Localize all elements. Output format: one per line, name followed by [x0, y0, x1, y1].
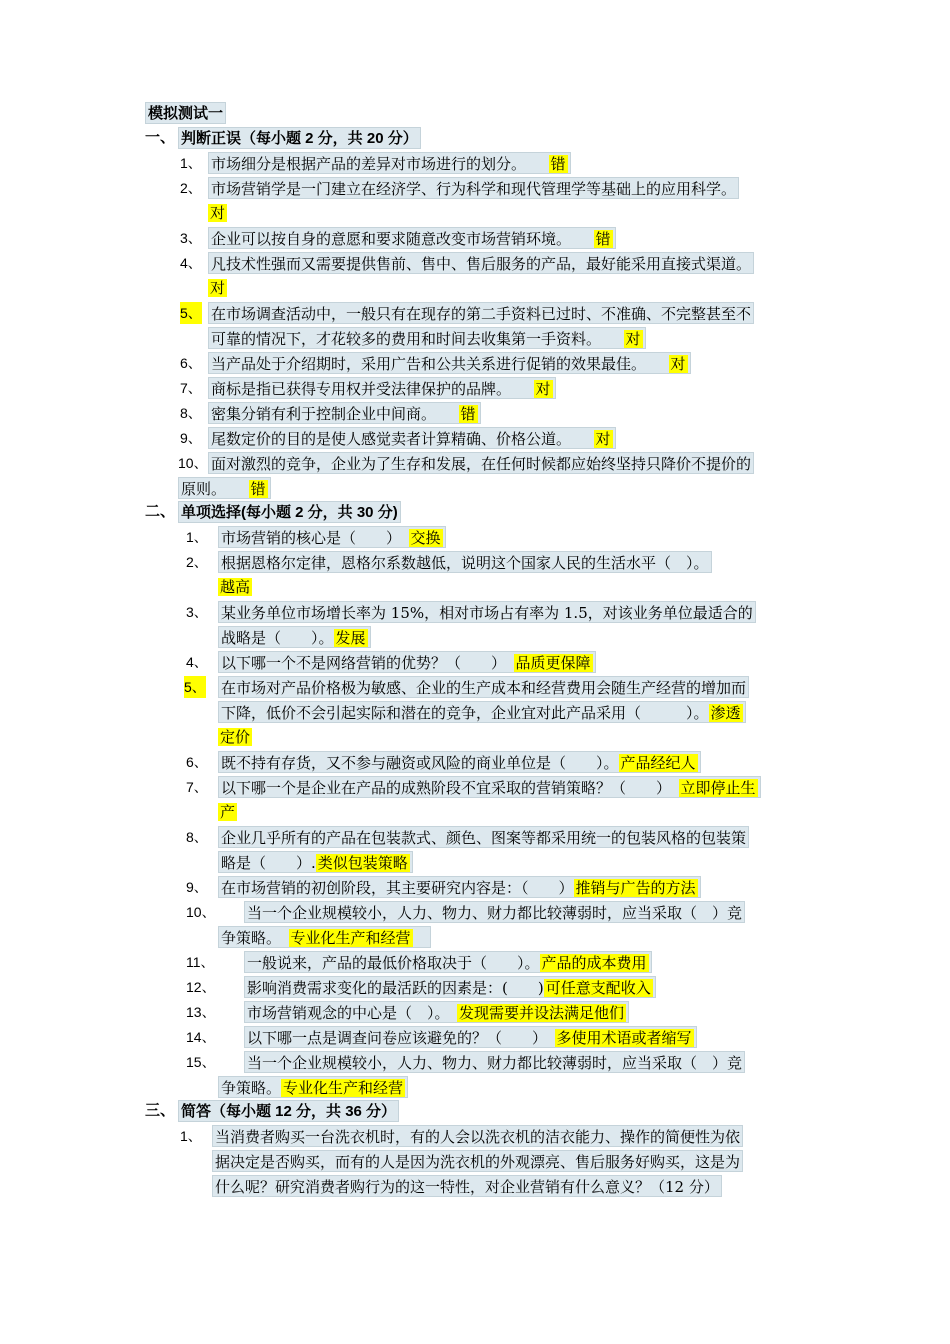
q1-10-answer: 错	[250, 480, 266, 498]
q2-6-text: 既不持有存货，又不参与融资或风险的商业单位是（ ）。 产品经纪人	[218, 751, 701, 773]
q1-5-number: 5、	[180, 302, 202, 324]
q2-10-answer: 专业化生产和经营	[290, 929, 411, 947]
q3-1-text-line3: 什么呢？研究消费者购行为的这一特性，对企业营销有什么意义？（12 分）	[212, 1175, 722, 1197]
q2-14-answer: 多使用术语或者缩写	[556, 1029, 692, 1047]
q2-4-number: 4、	[186, 654, 208, 670]
q3-1-text-line2: 据决定是否购买，而有的人是因为洗衣机的外观漂亮、售后服务好购买，这是为	[212, 1150, 743, 1172]
q1-7-answer: 对	[535, 380, 551, 398]
q2-7-text: 以下哪一个是企业在产品的成熟阶段不宜采取的营销策略？（ ） 立即停止生	[218, 776, 761, 798]
q1-7-number: 7、	[180, 380, 202, 396]
q2-3-text-line2: 战略是（ ）。 发展	[218, 626, 371, 648]
q2-15-answer: 专业化生产和经营	[283, 1079, 404, 1097]
q2-12-number: 12、	[186, 979, 216, 995]
q1-6-text: 当产品处于介绍期时，采用广告和公共关系进行促销的效果最佳。 对	[208, 352, 691, 374]
q2-10-number: 10、	[186, 904, 216, 920]
q2-3-text-line1: 某业务单位市场增长率为 15%，相对市场占有率为 1.5，对该业务单位最适合的	[218, 601, 756, 623]
q1-5-text-line1: 在市场调查活动中，一般只有在现存的第二手资料已过时、不准确、不完整甚至不	[208, 302, 754, 324]
q2-2-answer: 越高	[220, 578, 251, 596]
q2-15-text-line2: 争策略。 专业化生产和经营	[218, 1076, 408, 1098]
q2-5-text-line2: 下降，低价不会引起实际和潜在的竞争，企业宜对此产品采用（ ）。 渗透	[218, 701, 746, 723]
q1-5-answer: 对	[625, 330, 641, 348]
q2-1-answer: 交换	[410, 529, 441, 547]
q2-13-number: 13、	[186, 1004, 216, 1020]
q1-1-text: 市场细分是根据产品的差异对市场进行的划分。 错	[208, 152, 571, 174]
q1-8-answer: 错	[460, 405, 476, 423]
q2-14-number: 14、	[186, 1029, 216, 1045]
q2-9-text: 在市场营销的初创阶段，其主要研究内容是：（ ） 推销与广告的方法	[218, 876, 701, 898]
q2-2-number: 2、	[186, 554, 208, 570]
q1-8-text: 密集分销有利于控制企业中间商。 错	[208, 402, 481, 424]
q2-8-answer: 类似包装策略	[317, 854, 408, 872]
q2-10-text-line1: 当一个企业规模较小，人力、物力、财力都比较薄弱时，应当采取（ ）竞	[244, 901, 745, 923]
q1-10-text-line1: 面对激烈的竞争，企业为了生存和发展，在任何时候都应始终坚持只降价不提价的	[208, 452, 754, 474]
q2-8-number: 8、	[186, 829, 208, 845]
q1-6-number: 6、	[180, 355, 202, 371]
q1-6-answer: 对	[670, 355, 686, 373]
q2-15-text-line1: 当一个企业规模较小，人力、物力、财力都比较薄弱时，应当采取（ ）竞	[244, 1051, 745, 1073]
q2-14-text: 以下哪一点是调查问卷应该避免的？（ ） 多使用术语或者缩写	[244, 1026, 697, 1048]
q1-10-number: 10、	[178, 455, 208, 471]
section-3-number: 三、	[145, 1102, 176, 1119]
q2-8-text-line1: 企业几乎所有的产品在包装款式、颜色、图案等都采用统一的包装风格的包装策	[218, 826, 749, 848]
q1-3-number: 3、	[180, 230, 202, 246]
q1-4-number: 4、	[180, 255, 202, 271]
q1-2-text: 市场营销学是一门建立在经济学、行为科学和现代管理学等基础上的应用科学。	[208, 177, 739, 199]
section-1-number: 一、	[145, 129, 176, 146]
q1-4-answer: 对	[210, 279, 226, 297]
q1-9-answer: 对	[595, 430, 611, 448]
q2-6-number: 6、	[186, 754, 208, 770]
q2-5-answer-part2: 定价	[220, 728, 251, 746]
q1-3-answer: 错	[595, 230, 611, 248]
q1-1-number: 1、	[180, 155, 202, 171]
q2-7-number: 7、	[186, 779, 208, 795]
q2-13-answer: 发现需要并设法满足他们	[459, 1004, 625, 1022]
q2-1-text: 市场营销的核心是（ ） 交换	[218, 526, 446, 548]
q1-9-number: 9、	[180, 430, 202, 446]
q2-10-text-line2: 争策略。 专业化生产和经营	[218, 926, 431, 948]
q2-13-text: 市场营销观念的中心是（ ）。 发现需要并设法满足他们	[244, 1001, 629, 1023]
q2-7-answer-part2: 产	[220, 803, 236, 821]
q2-7-answer-part1: 立即停止生	[680, 779, 756, 797]
q3-1-text-line1: 当消费者购买一台洗衣机时，有的人会以洗衣机的洁衣能力、操作的简便性为依	[212, 1125, 743, 1147]
q2-11-answer: 产品的成本费用	[541, 954, 647, 972]
q2-11-text: 一般说来，产品的最低价格取决于（ ）。 产品的成本费用	[244, 951, 652, 973]
q1-2-answer: 对	[210, 204, 226, 222]
q2-5-answer-part1: 渗透	[710, 704, 741, 722]
q2-9-number: 9、	[186, 879, 208, 895]
q2-3-answer: 发展	[335, 629, 366, 647]
q2-3-number: 3、	[186, 604, 208, 620]
q2-11-number: 11、	[186, 954, 215, 970]
q2-4-answer: 品质更保障	[515, 654, 591, 672]
q1-2-number: 2、	[180, 180, 202, 196]
section-3-heading: 简答（每小题 12 分，共 36 分）	[178, 1100, 399, 1122]
q2-8-text-line2: 略是（ ）. 类似包装策略	[218, 851, 413, 873]
q2-2-text: 根据恩格尔定律，恩格尔系数越低，说明这个国家人民的生活水平（ ）。	[218, 551, 712, 573]
section-1-heading: 判断正误（每小题 2 分，共 20 分）	[178, 127, 421, 149]
q2-1-number: 1、	[186, 529, 208, 545]
q2-9-answer: 推销与广告的方法	[575, 879, 696, 897]
q2-15-number: 15、	[186, 1054, 216, 1070]
q3-1-number: 1、	[180, 1128, 202, 1144]
q1-1-answer: 错	[550, 155, 566, 173]
q2-6-answer: 产品经纪人	[620, 754, 696, 772]
q2-12-text: 影响消费需求变化的最活跃的因素是：( ) 可任意支配收入	[244, 976, 656, 998]
q2-12-answer: 可任意支配收入	[545, 979, 651, 997]
q2-5-number: 5、	[184, 676, 206, 698]
q1-9-text: 尾数定价的目的是使人感觉卖者计算精确、价格公道。 对	[208, 427, 616, 449]
section-2-heading: 单项选择(每小题 2 分，共 30 分)	[178, 501, 401, 523]
q1-10-text-line2: 原则。 错	[178, 477, 271, 499]
q1-4-text: 凡技术性强而又需要提供售前、售中、售后服务的产品，最好能采用直接式渠道。	[208, 252, 754, 274]
q2-5-text-line1: 在市场对产品价格极为敏感、企业的生产成本和经营费用会随生产经营的增加而	[218, 676, 749, 698]
q1-7-text: 商标是指已获得专用权并受法律保护的品牌。 对	[208, 377, 556, 399]
q2-4-text: 以下哪一个不是网络营销的优势？（ ） 品质更保障	[218, 651, 596, 673]
q1-5-text-line2: 可靠的情况下，才花较多的费用和时间去收集第一手资料。 对	[208, 327, 646, 349]
section-2-number: 二、	[145, 503, 176, 520]
q1-3-text: 企业可以按自身的意愿和要求随意改变市场营销环境。 错	[208, 227, 616, 249]
q1-8-number: 8、	[180, 405, 202, 421]
page-title: 模拟测试一	[145, 102, 226, 124]
